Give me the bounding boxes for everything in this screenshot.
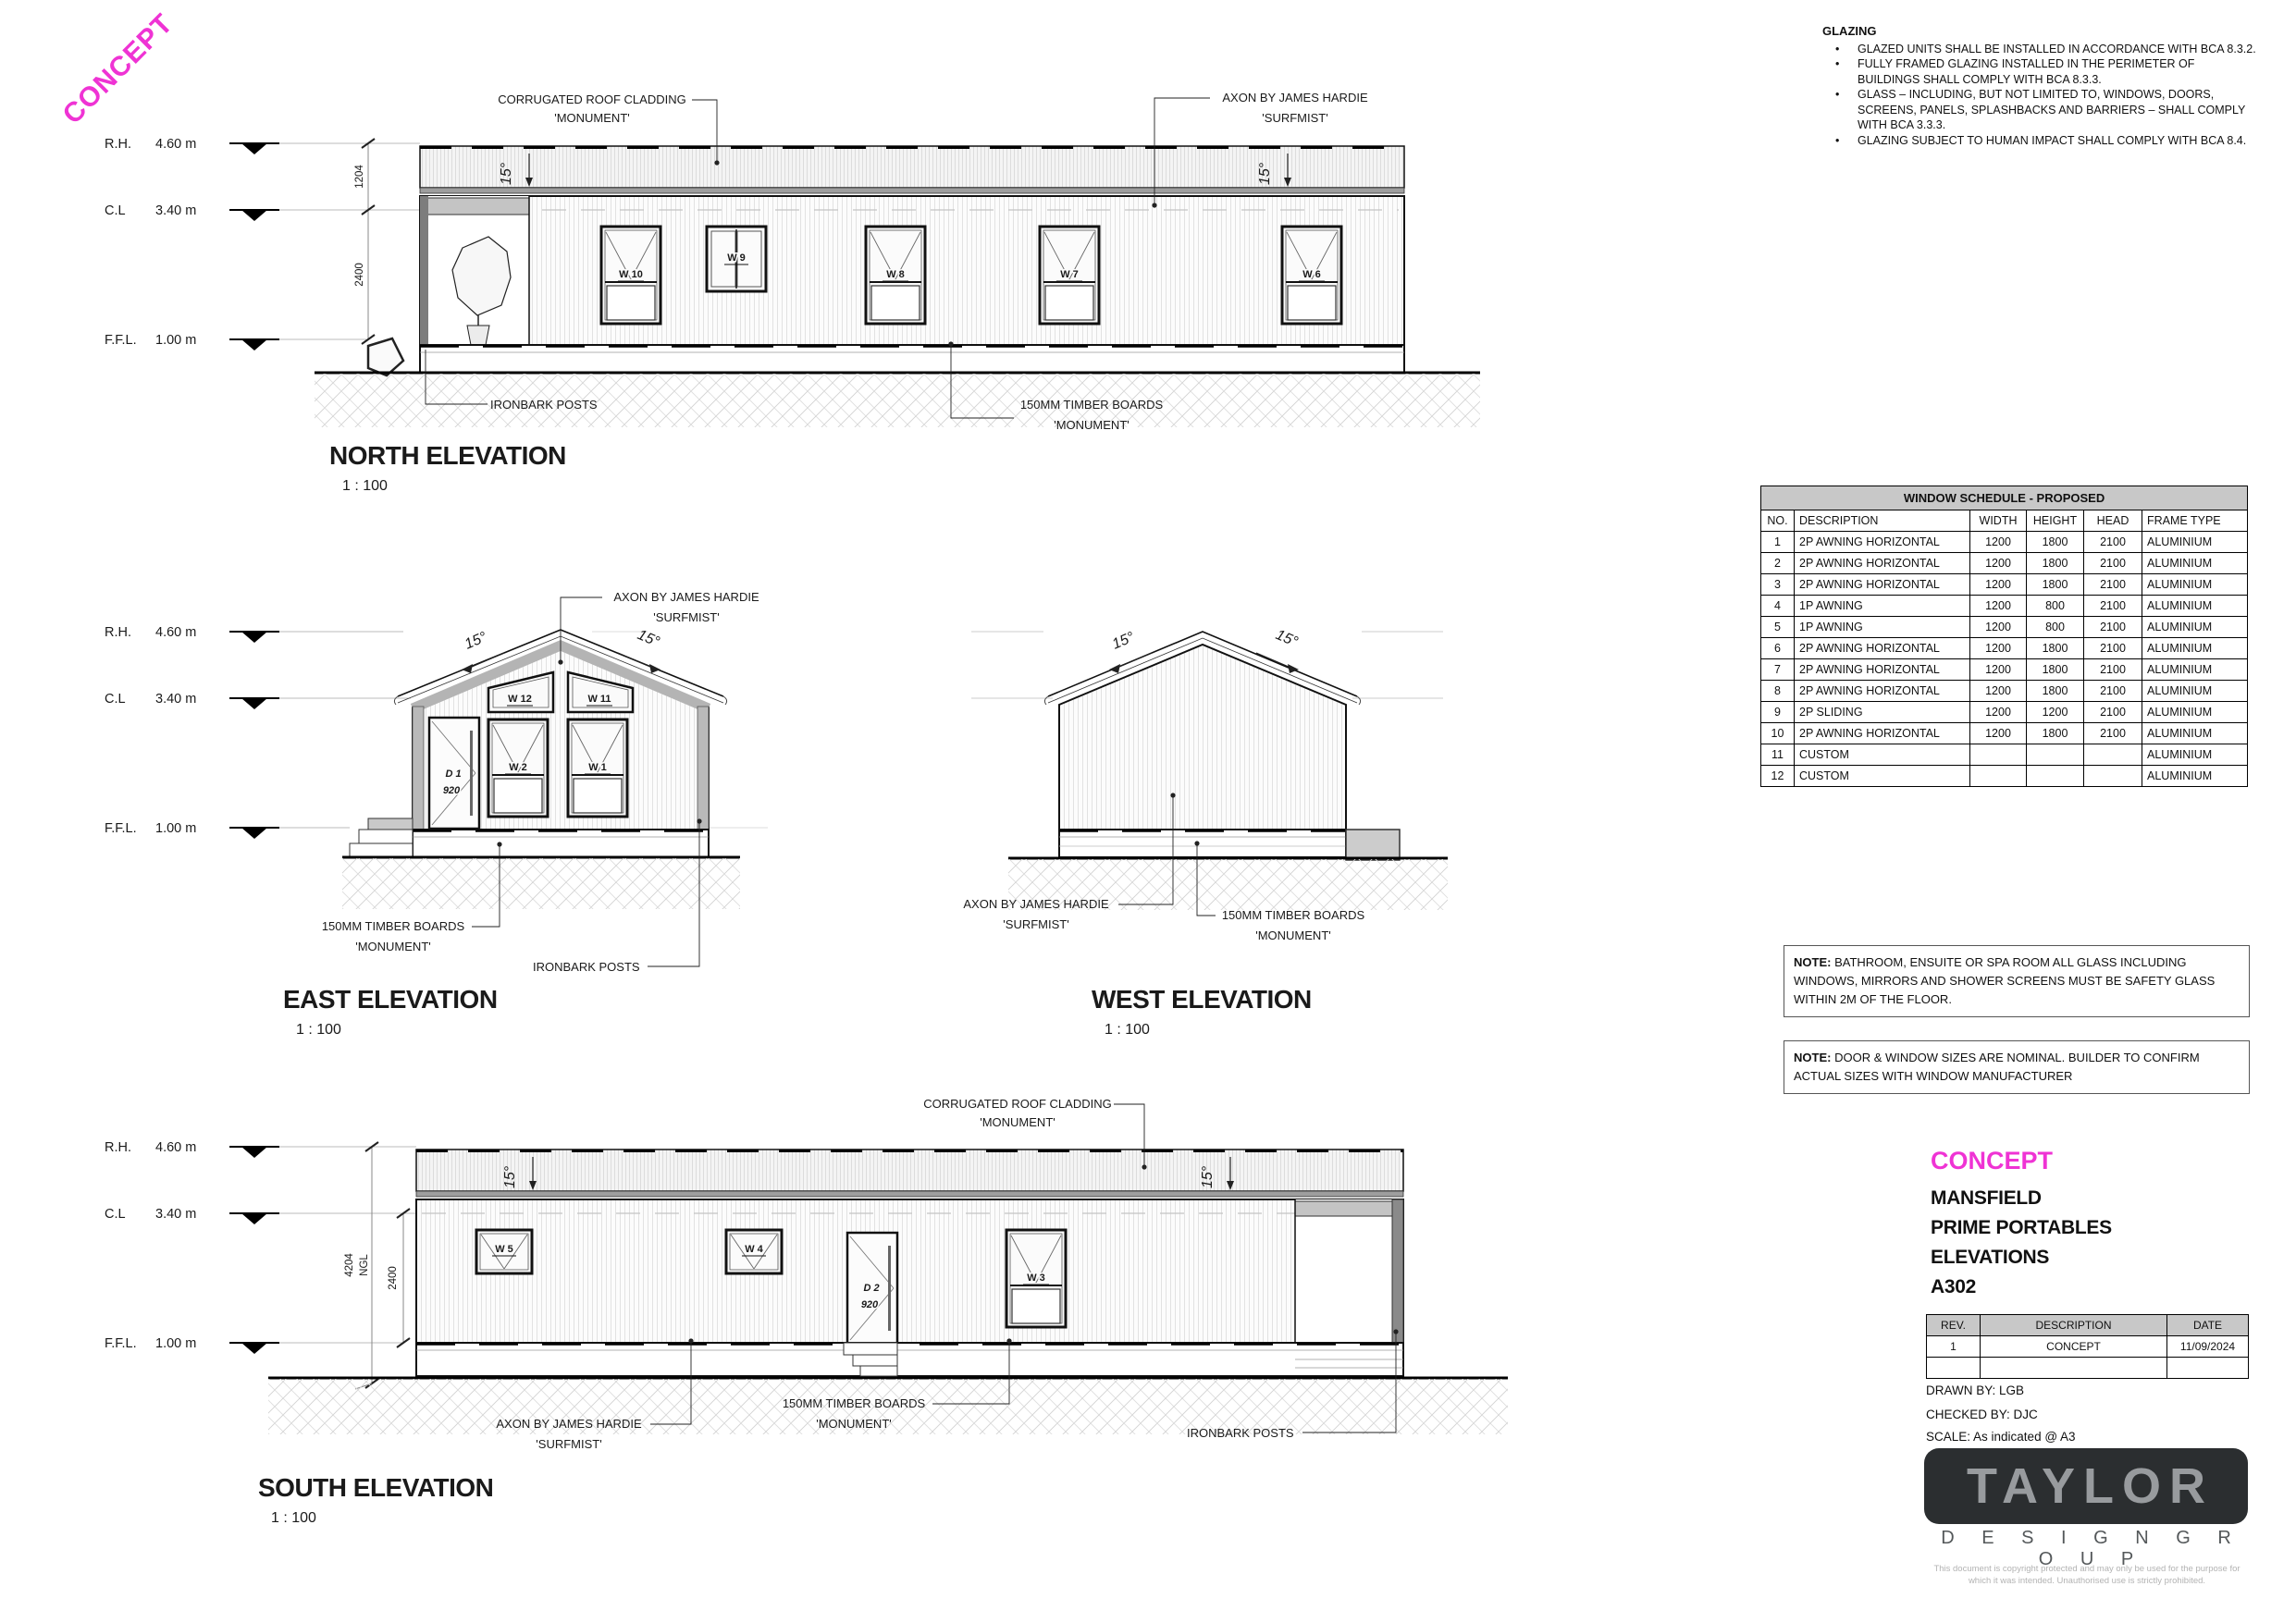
- schedule-column-header: HEAD: [2084, 510, 2142, 532]
- window-tag-w9: W 9: [727, 252, 746, 264]
- schedule-cell: 1P AWNING: [1795, 596, 1970, 617]
- east-building: [342, 630, 740, 909]
- east-roof-pitch-right: [618, 627, 662, 673]
- callout-text: 'SURFMIST': [653, 610, 720, 624]
- callout-text: AXON BY JAMES HARDIE: [963, 897, 1109, 911]
- schedule-cell: 1800: [2027, 532, 2084, 553]
- level-ffl-label: F.F.L.: [105, 1336, 137, 1351]
- roof-angle-label: 15°: [1257, 162, 1273, 185]
- west-title: WEST ELEVATION: [1092, 985, 1312, 1014]
- level-cl-value: 3.40 m: [155, 692, 197, 707]
- schedule-title: WINDOW SCHEDULE - PROPOSED: [1761, 486, 2248, 510]
- schedule-cell: 1200: [1970, 553, 2027, 574]
- south-title: SOUTH ELEVATION: [258, 1473, 494, 1502]
- arrow-icon: [1109, 664, 1120, 673]
- callout-text: 'MONUMENT': [980, 1115, 1055, 1129]
- callout-text: 150MM TIMBER BOARDS: [1221, 908, 1365, 922]
- level-rh-value: 4.60 m: [155, 137, 197, 152]
- callout-text: 150MM TIMBER BOARDS: [782, 1396, 926, 1410]
- revision-body: [1927, 1315, 2249, 1379]
- schedule-cell: 2100: [2084, 723, 2142, 744]
- schedule-cell: 2P AWNING HORIZONTAL: [1795, 638, 1970, 659]
- schedule-cell: [2027, 744, 2084, 766]
- schedule-cell: 2100: [2084, 596, 2142, 617]
- schedule-cell: [1970, 744, 2027, 766]
- drawn-by: DRAWN BY: LGB: [1926, 1383, 2025, 1397]
- window-w2: [488, 719, 548, 817]
- schedule-cell: 1800: [2027, 659, 2084, 681]
- level-cl-value: 3.40 m: [155, 1207, 197, 1222]
- west-roof-pitch-left: [1109, 629, 1152, 673]
- schedule-row: [1761, 638, 2248, 659]
- schedule-row: [1761, 617, 2248, 638]
- south-dimension: [344, 1142, 410, 1389]
- door-d1: [429, 718, 479, 829]
- schedule-body: [1761, 532, 2248, 787]
- schedule-cell: 2100: [2084, 659, 2142, 681]
- schedule-cell: ALUMINIUM: [2142, 617, 2248, 638]
- west-elevation: [963, 627, 1448, 1038]
- revision-table: [1926, 1314, 2249, 1379]
- level-rh-label: R.H.: [105, 625, 131, 640]
- schedule-row: [1761, 532, 2248, 553]
- level-cl-label: C.L: [105, 1207, 126, 1222]
- south-building: [268, 1150, 1508, 1434]
- schedule-cell: CUSTOM: [1795, 766, 1970, 787]
- window-w5: [476, 1230, 532, 1273]
- revision-cell: [1981, 1358, 2167, 1379]
- schedule-cell: [2027, 766, 2084, 787]
- note-body: DOOR & WINDOW SIZES ARE NOMINAL. BUILDER TO CONFIRM ACTUAL SIZES WITH WINDOW MANUFACTURER: [1794, 1051, 2200, 1083]
- window-tag-w2: W 2: [509, 762, 527, 773]
- door-width-d2: 920: [860, 1299, 879, 1310]
- schedule-column-header: DESCRIPTION: [1795, 510, 1970, 532]
- landing-stone: [368, 338, 403, 375]
- schedule-column-header: WIDTH: [1970, 510, 2027, 532]
- roof-angle-label: 15°: [502, 1165, 518, 1188]
- level-rh-value: 4.60 m: [155, 625, 197, 640]
- callout-text: IRONBARK POSTS: [490, 398, 598, 412]
- roof-angle-label: 15°: [462, 629, 489, 653]
- schedule-cell: 1: [1761, 532, 1795, 553]
- titleblock-subtitle: PRIME PORTABLES: [1931, 1217, 2112, 1238]
- schedule-cell: 1800: [2027, 638, 2084, 659]
- east-scale: 1 : 100: [296, 1022, 341, 1038]
- level-rh-label: R.H.: [105, 1140, 131, 1155]
- callout-text: AXON BY JAMES HARDIE: [613, 590, 759, 604]
- level-rh-value: 4.60 m: [155, 1140, 197, 1155]
- schedule-column-header: FRAME TYPE: [2142, 510, 2248, 532]
- schedule-row: [1761, 744, 2248, 766]
- schedule-cell: 1800: [2027, 553, 2084, 574]
- schedule-cell: ALUMINIUM: [2142, 638, 2248, 659]
- note-prefix: NOTE:: [1794, 1051, 1832, 1064]
- schedule-cell: 800: [2027, 596, 2084, 617]
- schedule-cell: 1200: [1970, 596, 2027, 617]
- level-rh-label: R.H.: [105, 137, 131, 152]
- schedule-cell: ALUMINIUM: [2142, 659, 2248, 681]
- door-width-d1: 920: [442, 785, 461, 796]
- schedule-cell: 1200: [1970, 638, 2027, 659]
- schedule-row: [1761, 723, 2248, 744]
- copyright-note: This document is copyright protected and may only be used for the purpose for which it was intended. Unauthorised use is strictly prohibited.: [1933, 1564, 2240, 1586]
- west-scale: 1 : 100: [1105, 1022, 1150, 1038]
- dim-1204: 1204: [354, 165, 365, 189]
- schedule-cell: 1200: [1970, 659, 2027, 681]
- window-w6: [1282, 227, 1341, 324]
- schedule-cell: [1970, 766, 2027, 787]
- window-tag-w6: W 6: [1302, 269, 1321, 280]
- callout-text: AXON BY JAMES HARDIE: [1222, 91, 1368, 105]
- schedule-cell: 1200: [1970, 723, 2027, 744]
- window-tag-w12: W 12: [508, 694, 532, 705]
- west-step-block: [1346, 830, 1400, 860]
- window-schedule-table: [1760, 486, 2248, 787]
- revision-cell: DATE: [2167, 1315, 2249, 1336]
- schedule-cell: 1800: [2027, 723, 2084, 744]
- callout-text: 150MM TIMBER BOARDS: [321, 919, 465, 933]
- callout-text: CORRUGATED ROOF CLADDING: [498, 92, 686, 106]
- schedule-cell: 1200: [1970, 681, 2027, 702]
- schedule-cell: 1200: [1970, 617, 2027, 638]
- bullet-icon: •: [1835, 133, 1840, 147]
- note-nominal-sizes: [1784, 1040, 2250, 1094]
- note-safety-glass: [1784, 945, 2250, 1017]
- titleblock-sheet-number: A302: [1931, 1276, 1977, 1297]
- revision-cell: 11/09/2024: [2167, 1336, 2249, 1358]
- schedule-row: [1761, 553, 2248, 574]
- schedule-row: [1761, 659, 2248, 681]
- north-levels: [105, 137, 420, 350]
- schedule-cell: 2P AWNING HORIZONTAL: [1795, 574, 1970, 596]
- schedule-cell: 2100: [2084, 638, 2142, 659]
- window-tag-w11: W 11: [587, 694, 611, 705]
- callout-text: 'SURFMIST': [1003, 917, 1069, 931]
- schedule-cell: 2P AWNING HORIZONTAL: [1795, 723, 1970, 744]
- window-w8: [866, 227, 925, 324]
- window-w1: [568, 719, 627, 817]
- level-cl-label: C.L: [105, 203, 126, 218]
- schedule-cell: 1800: [2027, 574, 2084, 596]
- window-tag-w8: W 8: [886, 269, 905, 280]
- schedule-cell: 1P AWNING: [1795, 617, 1970, 638]
- north-dimension: [354, 139, 375, 344]
- callout-text: IRONBARK POSTS: [533, 960, 640, 974]
- dim-2400-south: 2400: [388, 1266, 399, 1290]
- window-tag-w5: W 5: [495, 1244, 513, 1255]
- schedule-cell: ALUMINIUM: [2142, 681, 2248, 702]
- schedule-cell: [2084, 766, 2142, 787]
- titleblock-sheet-name: ELEVATIONS: [1931, 1247, 2050, 1268]
- schedule-cell: 2P AWNING HORIZONTAL: [1795, 659, 1970, 681]
- schedule-cell: 1800: [2027, 681, 2084, 702]
- schedule-cell: 8: [1761, 681, 1795, 702]
- east-elevation: [105, 590, 768, 1038]
- callout-text: 'SURFMIST': [536, 1437, 602, 1451]
- callout-text: 'MONUMENT': [1054, 418, 1129, 432]
- west-building: [1008, 632, 1448, 910]
- roof-angle-label: 15°: [1273, 627, 1301, 651]
- bullet-icon: •: [1835, 88, 1840, 101]
- revision-cell: DESCRIPTION: [1981, 1315, 2167, 1336]
- east-steps: [350, 818, 413, 857]
- schedule-cell: ALUMINIUM: [2142, 553, 2248, 574]
- level-cl-label: C.L: [105, 692, 126, 707]
- titleblock-project: MANSFIELD: [1931, 1187, 2042, 1209]
- schedule-cell: 2P AWNING HORIZONTAL: [1795, 553, 1970, 574]
- schedule-cell: 2P SLIDING: [1795, 702, 1970, 723]
- level-ffl-value: 1.00 m: [155, 821, 197, 836]
- window-tag-w1: W 1: [588, 762, 607, 773]
- schedule-row: [1761, 681, 2248, 702]
- taylor-logo: [1924, 1448, 2248, 1524]
- schedule-cell: 11: [1761, 744, 1795, 766]
- schedule-cell: 3: [1761, 574, 1795, 596]
- schedule-cell: 800: [2027, 617, 2084, 638]
- revision-row: [1927, 1336, 2249, 1358]
- ground-hatch: [315, 374, 1480, 427]
- roof-angle-label: 15°: [1109, 629, 1137, 653]
- schedule-header-row: [1761, 510, 2248, 532]
- revision-header-row: [1927, 1315, 2249, 1336]
- schedule-cell: ALUMINIUM: [2142, 702, 2248, 723]
- schedule-cell: 5: [1761, 617, 1795, 638]
- schedule-row: [1761, 702, 2248, 723]
- schedule-cell: CUSTOM: [1795, 744, 1970, 766]
- schedule-cell: ALUMINIUM: [2142, 744, 2248, 766]
- level-ffl-label: F.F.L.: [105, 821, 137, 836]
- revision-cell: [1927, 1358, 1981, 1379]
- window-w9: [707, 227, 766, 291]
- note-body: BATHROOM, ENSUITE OR SPA ROOM ALL GLASS INCLUDING WINDOWS, MIRRORS AND SHOWER SCREENS MUST BE SAFETY GLASS WITHIN 2M OF THE FLOOR.: [1794, 955, 2216, 1006]
- door-tag-d1: D 1: [445, 768, 462, 780]
- schedule-cell: ALUMINIUM: [2142, 596, 2248, 617]
- north-title: NORTH ELEVATION: [329, 441, 566, 470]
- south-levels: [105, 1140, 416, 1354]
- taylor-logo-text: TAYLOR: [1966, 1458, 2215, 1514]
- schedule-cell: ALUMINIUM: [2142, 766, 2248, 787]
- window-tag-w3: W 3: [1027, 1273, 1045, 1284]
- callout-text: CORRUGATED ROOF CLADDING: [923, 1097, 1112, 1111]
- dim-ngl: NGL: [359, 1254, 370, 1276]
- revision-cell: 1: [1927, 1336, 1981, 1358]
- window-w4: [726, 1230, 782, 1273]
- door-d2: [847, 1233, 897, 1344]
- schedule-column-header: NO.: [1761, 510, 1795, 532]
- callout-text: AXON BY JAMES HARDIE: [496, 1417, 642, 1431]
- schedule-cell: 2100: [2084, 553, 2142, 574]
- schedule-cell: 1200: [1970, 702, 2027, 723]
- glazing-list: [1822, 42, 2259, 149]
- south-scale: 1 : 100: [271, 1510, 316, 1526]
- roof-angle-label: 15°: [635, 627, 662, 651]
- west-roof-pitch-right: [1256, 627, 1301, 673]
- schedule-cell: 1200: [2027, 702, 2084, 723]
- window-tag-w7: W 7: [1060, 269, 1079, 280]
- window-w3: [1006, 1230, 1066, 1327]
- level-cl-value: 3.40 m: [155, 203, 197, 218]
- titleblock-stamp: CONCEPT: [1931, 1147, 2054, 1174]
- schedule-cell: 2100: [2084, 702, 2142, 723]
- bullet-icon: •: [1835, 57, 1840, 70]
- north-scale: 1 : 100: [342, 478, 388, 494]
- schedule-row: [1761, 766, 2248, 787]
- dim-2400: 2400: [354, 263, 365, 287]
- schedule-row: [1761, 596, 2248, 617]
- schedule-cell: 2P AWNING HORIZONTAL: [1795, 532, 1970, 553]
- level-ffl-value: 1.00 m: [155, 333, 197, 348]
- glazing-note: • GLAZED UNITS SHALL BE INSTALLED IN ACCORDANCE WITH BCA 8.3.2.: [1835, 42, 2256, 55]
- callout-text: 'MONUMENT': [1255, 928, 1331, 942]
- concept-watermark: CONCEPT: [56, 7, 179, 130]
- schedule-cell: 2100: [2084, 681, 2142, 702]
- callout-text: 150MM TIMBER BOARDS: [1019, 398, 1164, 412]
- schedule-cell: ALUMINIUM: [2142, 532, 2248, 553]
- east-title: EAST ELEVATION: [283, 985, 498, 1014]
- revision-row: [1927, 1358, 2249, 1379]
- schedule-row: [1761, 574, 2248, 596]
- schedule-cell: 4: [1761, 596, 1795, 617]
- callout-text: 'MONUMENT': [355, 940, 431, 953]
- schedule-cell: [2084, 744, 2142, 766]
- schedule-cell: 2100: [2084, 532, 2142, 553]
- schedule-cell: 1200: [1970, 574, 2027, 596]
- schedule-cell: 10: [1761, 723, 1795, 744]
- schedule-cell: 9: [1761, 702, 1795, 723]
- arrow-icon: [649, 664, 660, 673]
- callout-text: 'MONUMENT': [554, 111, 630, 125]
- south-elevation: [105, 1097, 1508, 1526]
- checked-by: CHECKED BY: DJC: [1926, 1408, 2038, 1421]
- level-ffl-value: 1.00 m: [155, 1336, 197, 1351]
- revision-cell: [2167, 1358, 2249, 1379]
- north-building: [315, 146, 1480, 427]
- revision-cell: CONCEPT: [1981, 1336, 2167, 1358]
- window-tag-w10: W 10: [619, 269, 643, 280]
- schedule-cell: 2100: [2084, 617, 2142, 638]
- bullet-icon: •: [1835, 42, 1840, 55]
- scale-note: SCALE: As indicated @ A3: [1926, 1430, 2076, 1444]
- glazing-note: • GLAZING SUBJECT TO HUMAN IMPACT SHALL COMPLY WITH BCA 8.4.: [1835, 133, 2247, 147]
- window-w7: [1040, 227, 1099, 324]
- schedule-cell: 1200: [1970, 532, 2027, 553]
- arrow-icon: [462, 664, 473, 673]
- schedule-cell: 2P AWNING HORIZONTAL: [1795, 681, 1970, 702]
- note-prefix: NOTE:: [1794, 955, 1832, 969]
- revision-cell: REV.: [1927, 1315, 1981, 1336]
- schedule-cell: 7: [1761, 659, 1795, 681]
- callout-text: 'SURFMIST': [1262, 111, 1328, 125]
- level-ffl-label: F.F.L.: [105, 333, 137, 348]
- window-w10: [601, 227, 660, 324]
- schedule-cell: ALUMINIUM: [2142, 723, 2248, 744]
- dim-4204: 4204: [344, 1253, 355, 1277]
- roof-angle-label: 15°: [499, 162, 514, 185]
- window-tag-w4: W 4: [745, 1244, 763, 1255]
- callout-text: IRONBARK POSTS: [1187, 1426, 1294, 1440]
- schedule-cell: 2: [1761, 553, 1795, 574]
- schedule-cell: ALUMINIUM: [2142, 574, 2248, 596]
- design-group-label: D E S I G N G R O U P: [1941, 1528, 2242, 1569]
- glazing-note: • FULLY FRAMED GLAZING INSTALLED IN THE PERIMETER OF BUILDINGS SHALL COMPLY WITH BCA 8.3.3.: [1835, 57, 2195, 86]
- schedule-column-header: HEIGHT: [2027, 510, 2084, 532]
- schedule-cell: 6: [1761, 638, 1795, 659]
- roof-angle-label: 15°: [1200, 1165, 1216, 1188]
- east-roof-pitch-left: [462, 629, 504, 673]
- glazing-note: • GLASS – INCLUDING, BUT NOT LIMITED TO, WINDOWS, DOORS, SCREENS, PANELS, SPLASHBACKS AND BARRIERS – SHALL COMPLY WITH BCA 3.3.3.: [1835, 88, 2246, 131]
- glazing-notes: [1822, 24, 2259, 148]
- glazing-heading: GLAZING: [1822, 24, 1877, 38]
- north-elevation: [105, 91, 1480, 494]
- schedule-cell: 2100: [2084, 574, 2142, 596]
- door-tag-d2: D 2: [863, 1283, 880, 1294]
- callout-text: 'MONUMENT': [816, 1417, 892, 1431]
- schedule-cell: 12: [1761, 766, 1795, 787]
